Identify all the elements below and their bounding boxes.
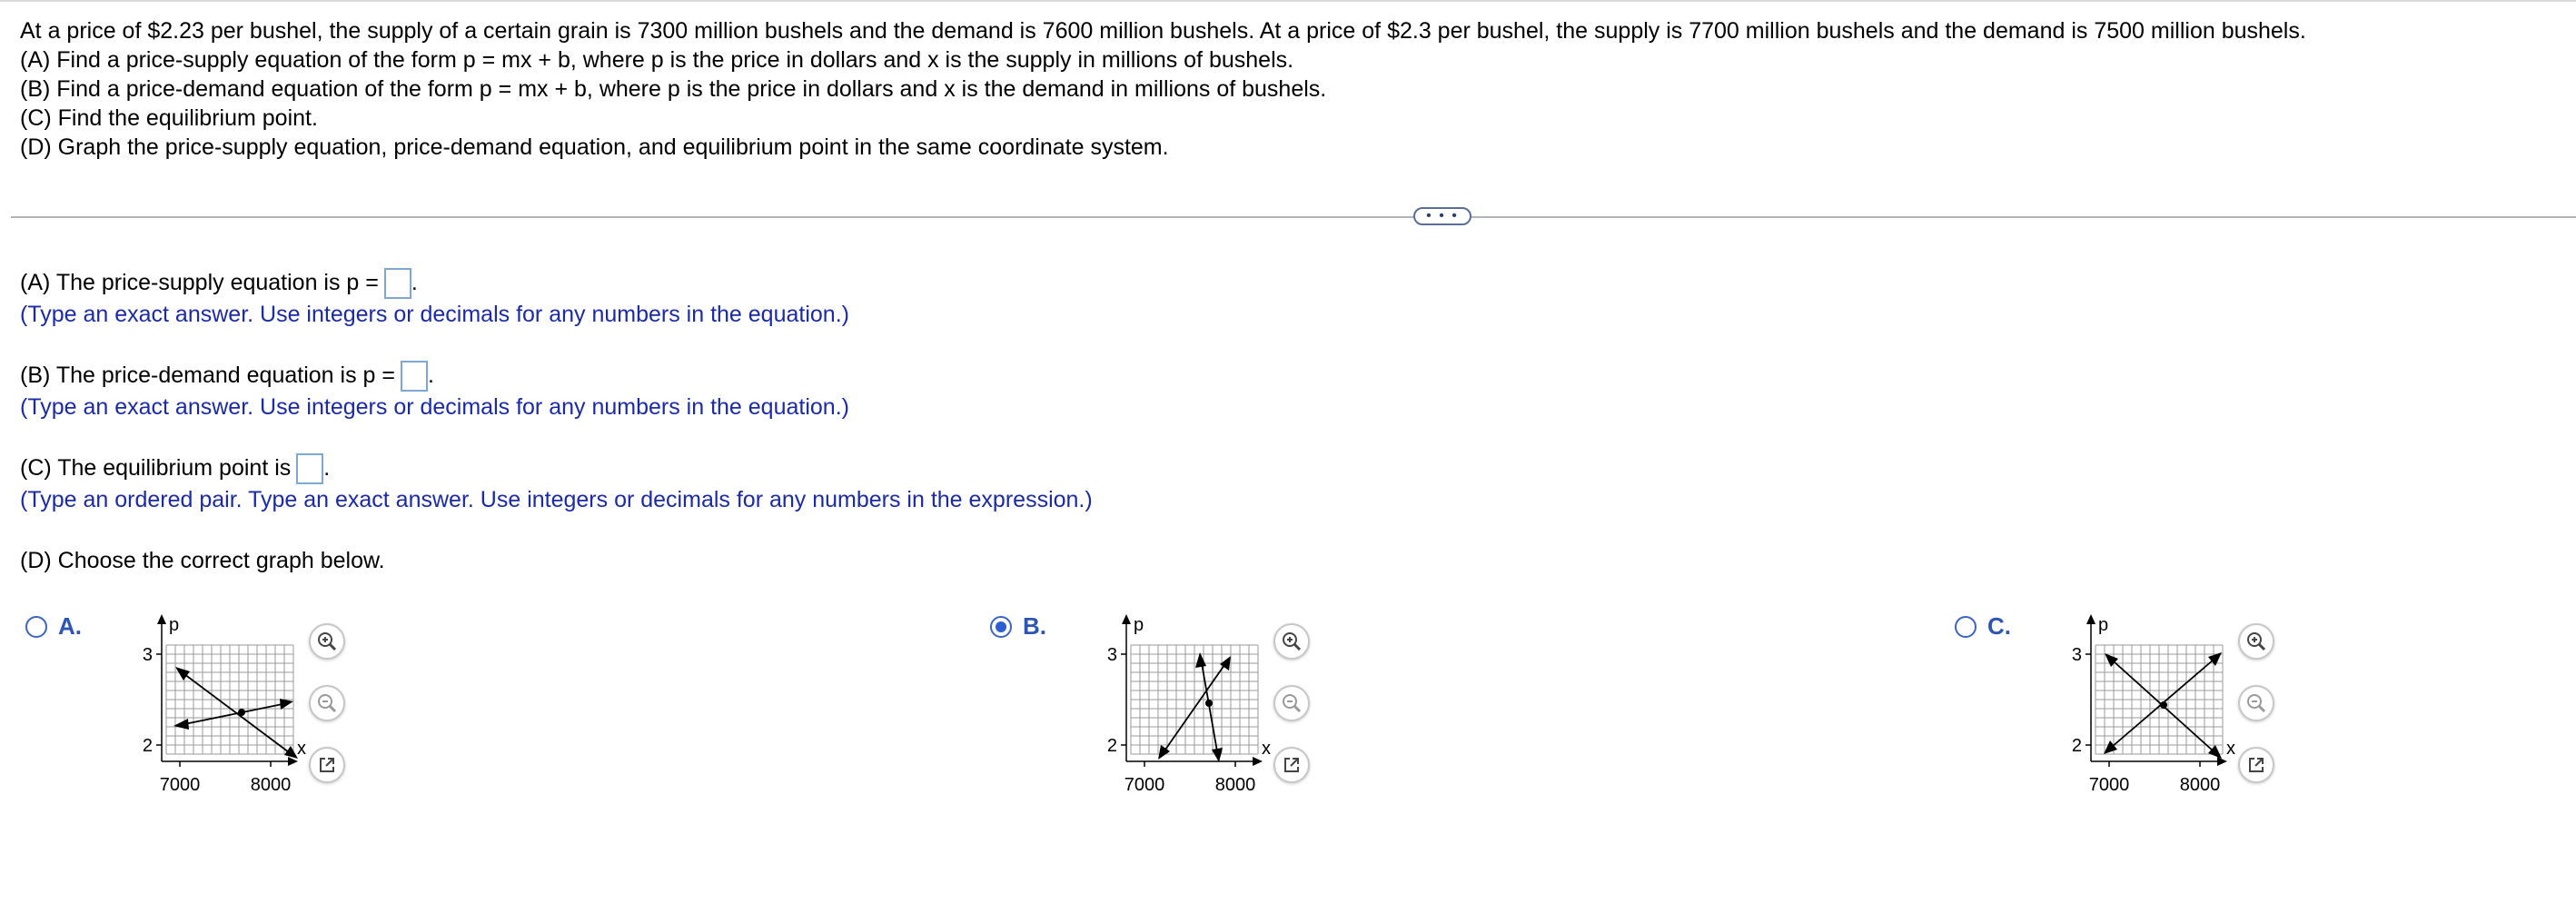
equilibrium-point-input[interactable]	[296, 453, 323, 484]
popout-icon	[2244, 752, 2269, 778]
question-line: (C) Find the equilibrium point.	[20, 105, 318, 131]
choice-b-zoom-in[interactable]	[1273, 623, 1310, 660]
part-d-prompt: (D) Choose the correct graph below.	[20, 548, 385, 573]
choice-b-radio[interactable]	[990, 616, 1012, 638]
choice-a-radio[interactable]	[25, 616, 47, 638]
choice-b-graph	[1063, 609, 1281, 818]
y-tick-label: 3	[2071, 645, 2082, 665]
popout-icon	[314, 752, 340, 778]
choice-c-zoom-in[interactable]	[2238, 623, 2274, 660]
x-tick-label: 7000	[1124, 775, 1165, 795]
part-b-period: .	[427, 363, 434, 388]
zoom-in-icon	[314, 629, 340, 654]
x-axis-label: x	[1262, 739, 1271, 759]
zoom-in-icon	[1279, 629, 1304, 654]
graph-grid	[166, 645, 293, 754]
part-d	[20, 545, 385, 576]
zoom-in-icon	[2244, 629, 2269, 654]
choice-c-letter: C.	[1987, 612, 2011, 640]
choice-b-zoom-out[interactable]	[1273, 685, 1310, 721]
question-line: (B) Find a price-demand equation of the form p = mx + b, where p is the price in dollars and x is the demand in millions of bushels.	[20, 76, 1327, 102]
part-b-prompt: (B) The price-demand equation is p =	[20, 363, 395, 388]
graph-grid	[1131, 645, 1258, 754]
p-axis-label: p	[169, 615, 180, 635]
x-tick-label: 7000	[159, 775, 201, 795]
choice-c-zoom-out[interactable]	[2238, 685, 2274, 721]
x-tick-label: 8000	[250, 775, 292, 795]
x-tick-label: 8000	[1214, 775, 1256, 795]
choice-b-letter: B.	[1023, 612, 1046, 640]
choice-b-popout[interactable]	[1273, 747, 1310, 783]
supply-equation-input[interactable]	[384, 268, 411, 299]
section-divider	[11, 216, 2576, 218]
part-b	[20, 360, 849, 422]
question-line: (A) Find a price-supply equation of the form p = mx + b, where p is the price in dollars and x is the supply in millions of bushels.	[20, 47, 1294, 73]
question-text	[20, 16, 2554, 162]
choice-a-zoom-in[interactable]	[309, 623, 345, 660]
show-more-button[interactable]: • • •	[1413, 207, 1471, 225]
part-a	[20, 267, 849, 330]
choice-c-popout[interactable]	[2238, 747, 2274, 783]
part-a-prompt: (A) The price-supply equation is p =	[20, 270, 379, 295]
question-line: At a price of $2.23 per bushel, the supply of a certain grain is 7300 million bushels and the demand is 7600 million bushels. At a price of $2.3 per bushel, the supply is 7700 million bushels and the demand is 7500 million bushels.	[20, 18, 2306, 44]
choice-c-graph	[2027, 609, 2245, 818]
zoom-out-icon	[2244, 690, 2269, 716]
y-tick-label: 3	[142, 645, 153, 665]
question-line: (D) Graph the price-supply equation, price-demand equation, and equilibrium point in the same coordinate system.	[20, 134, 1169, 160]
part-c	[20, 452, 1093, 515]
choice-a-popout[interactable]	[309, 747, 345, 783]
choice-a-zoom-out[interactable]	[309, 685, 345, 721]
top-border	[0, 0, 2576, 2]
zoom-out-icon	[1279, 690, 1304, 716]
choice-a-letter: A.	[58, 612, 82, 640]
p-axis-label: p	[1134, 615, 1144, 635]
part-c-period: .	[323, 455, 331, 481]
zoom-out-icon	[314, 690, 340, 716]
x-axis-label: x	[297, 739, 306, 759]
y-tick-label: 2	[142, 736, 153, 756]
part-a-period: .	[411, 270, 418, 295]
choice-a-graph	[98, 609, 316, 818]
part-c-prompt: (C) The equilibrium point is	[20, 455, 292, 481]
x-tick-label: 8000	[2179, 775, 2221, 795]
part-b-hint: (Type an exact answer. Use integers or decimals for any numbers in the equation.)	[20, 394, 849, 421]
choice-c-radio[interactable]	[1955, 616, 1977, 638]
demand-equation-input[interactable]	[401, 361, 428, 392]
y-tick-label: 2	[1106, 736, 1117, 756]
popout-icon	[1279, 752, 1304, 778]
p-axis-label: p	[2098, 615, 2109, 635]
x-tick-label: 7000	[2088, 775, 2130, 795]
part-c-hint: (Type an ordered pair. Type an exact answer. Use integers or decimals for any numbers in the expression.)	[20, 487, 1093, 513]
part-a-hint: (Type an exact answer. Use integers or decimals for any numbers in the equation.)	[20, 302, 849, 328]
y-tick-label: 3	[1106, 645, 1117, 665]
x-axis-label: x	[2226, 739, 2235, 759]
y-tick-label: 2	[2071, 736, 2082, 756]
